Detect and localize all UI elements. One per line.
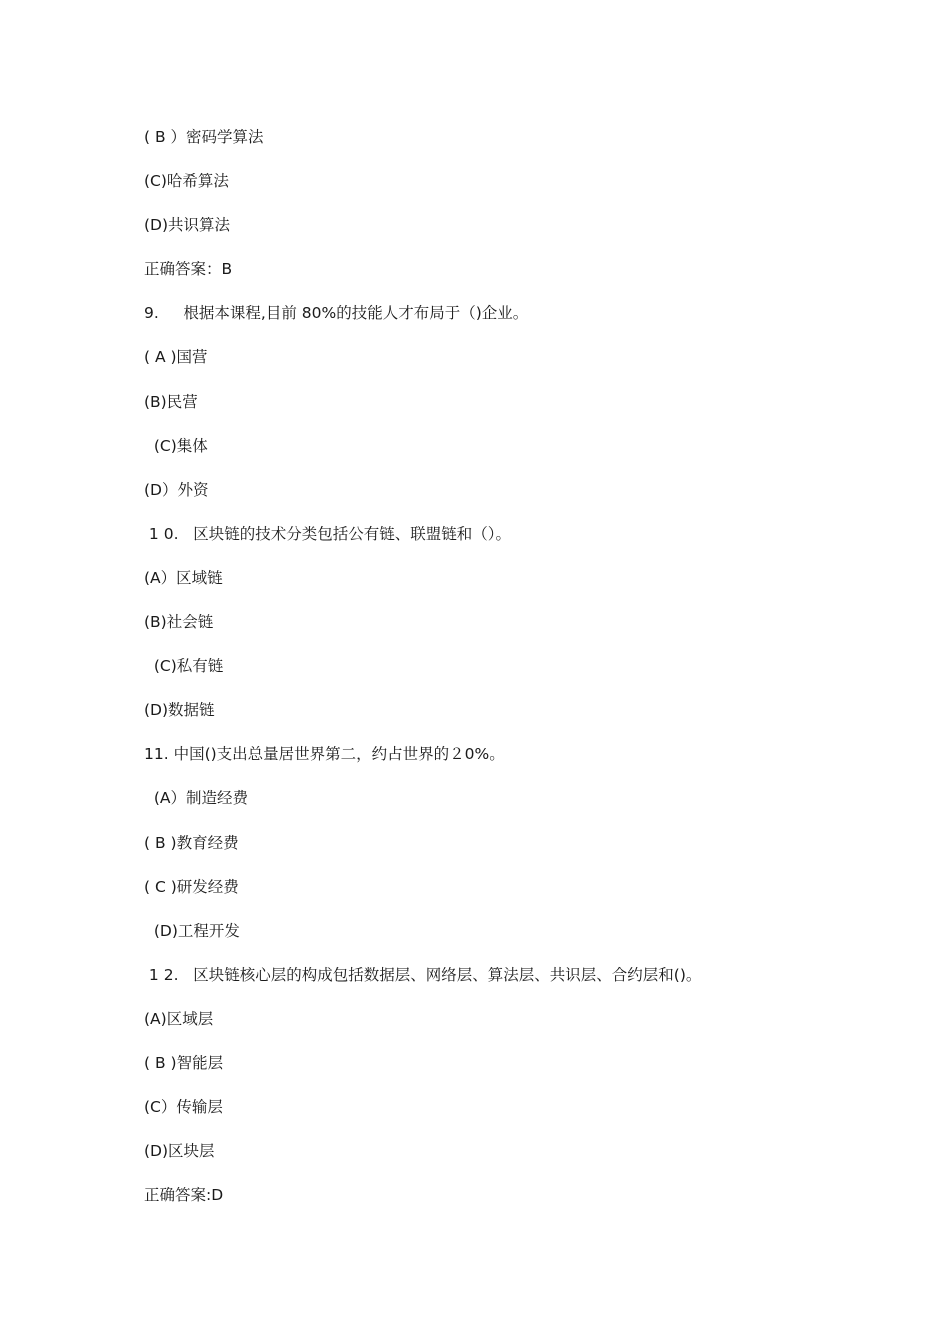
option-12-d: (D)区块层 — [144, 1142, 215, 1161]
answer-8: 正确答案：B — [144, 260, 233, 279]
question-10: 1 0. 区块链的技术分类包括公有链、联盟链和（）。 — [144, 524, 512, 543]
option-8-d: (D)共识算法 — [144, 216, 231, 235]
option-10-d: (D)数据链 — [144, 701, 215, 720]
option-8-b: ( B ）密码学算法 — [144, 128, 264, 146]
option-9-b: (B)民营 — [144, 392, 198, 411]
option-9-d: (D）外资 — [144, 480, 209, 499]
option-10-a: (A）区域链 — [144, 568, 223, 587]
option-11-d: (D)工程开发 — [144, 921, 240, 940]
option-11-a: (A）制造经费 — [144, 789, 249, 808]
option-11-c: ( C )研发经费 — [144, 877, 239, 896]
question-list — [144, 126, 904, 1228]
question-9: 9. 根据本课程,目前 80%的技能人才布局于（)企业。 — [144, 304, 529, 323]
option-10-b: (B)社会链 — [144, 613, 214, 632]
option-9-a: ( A )国营 — [144, 348, 208, 367]
answer-12: 正确答案:D — [144, 1186, 224, 1205]
question-11: 11. 中国()支出总量居世界第二，约占世界的２0%。 — [144, 745, 505, 764]
option-10-c: (C)私有链 — [144, 657, 224, 676]
option-12-a: (A)区域层 — [144, 1009, 214, 1028]
option-9-c: (C)集体 — [144, 436, 208, 455]
question-12: 1 2. 区块链核心层的构成包括数据层、网络层、算法层、共识层、合约层和()。 — [144, 965, 702, 984]
option-8-c: (C)哈希算法 — [144, 172, 229, 191]
option-11-b: ( B )教育经费 — [144, 833, 239, 852]
option-12-c: (C）传输层 — [144, 1098, 223, 1117]
option-12-b: ( B )智能层 — [144, 1053, 224, 1072]
